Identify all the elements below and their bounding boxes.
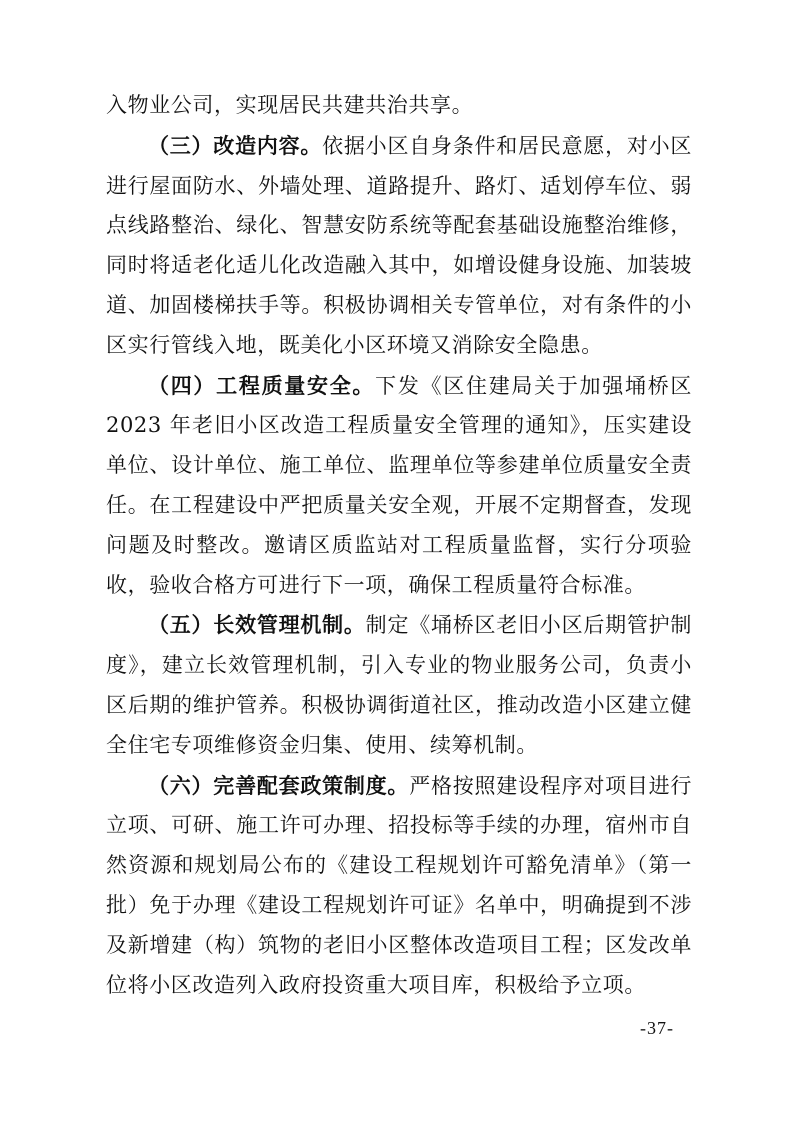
paragraph-renovation-content xyxy=(106,126,692,366)
paragraph-supporting-policy xyxy=(106,766,692,1006)
section-heading: （五）长效管理机制。 xyxy=(148,612,366,638)
section-heading: （六）完善配套政策制度。 xyxy=(148,772,410,798)
page-number: -37- xyxy=(640,1018,674,1038)
section-heading: （四）工程质量安全。 xyxy=(148,372,376,398)
paragraph-text: 依据小区自身条件和居民意愿，对小区进行屋面防水、外墙处理、道路提升、路灯、适划停车位、弱点线路整治、绿化、智慧安防系统等配套基础设施整治维修，同时将适老化适儿化改造融入其中，如增设健身设施、加装坡道、加固楼梯扶手等。积极协调相关专管单位，对有条件的小区实行管线入地，既美化小区环境又消除安全隐患。 xyxy=(106,133,692,357)
paragraph-long-term-management xyxy=(106,605,692,765)
paragraph-text: 下发《区住建局关于加强埇桥区 2023 年老旧小区改造工程质量安全管理的通知》，压实建设单位、设计单位、施工单位、监理单位等参建单位质量安全责任。在工程建设中严把质量关安全观，开展不定期督查，发现问题及时整改。邀请区质监站对工程质量监督，实行分项验收，验收合格方可进行下一项，确保工程质量符合标准。 xyxy=(106,373,693,597)
document-body xyxy=(106,86,692,1005)
paragraph-quality-safety xyxy=(106,366,692,606)
paragraph-text: 入物业公司，实现居民共建共治共享。 xyxy=(106,93,474,117)
section-heading: （三）改造内容。 xyxy=(148,132,323,158)
paragraph-continuation xyxy=(106,86,692,126)
paragraph-text: 严格按照建设程序对项目进行立项、可研、施工许可办理、招投标等手续的办理，宿州市自然资源和规划局公布的《建设工程规划许可豁免清单》（第一批）免于办理《建设工程规划许可证》名单中，明确提到不涉及新增建（构）筑物的老旧小区整体改造项目工程；区发改单位将小区改造列入政府投资重大项目库，积极给予立项。 xyxy=(106,773,692,997)
paragraph-text: 制定《埇桥区老旧小区后期管护制度》，建立长效管理机制，引入专业的物业服务公司，负责小区后期的维护管养。积极协调街道社区，推动改造小区建立健全住宅专项维修资金归集、使用、续筹机制。 xyxy=(106,613,693,757)
